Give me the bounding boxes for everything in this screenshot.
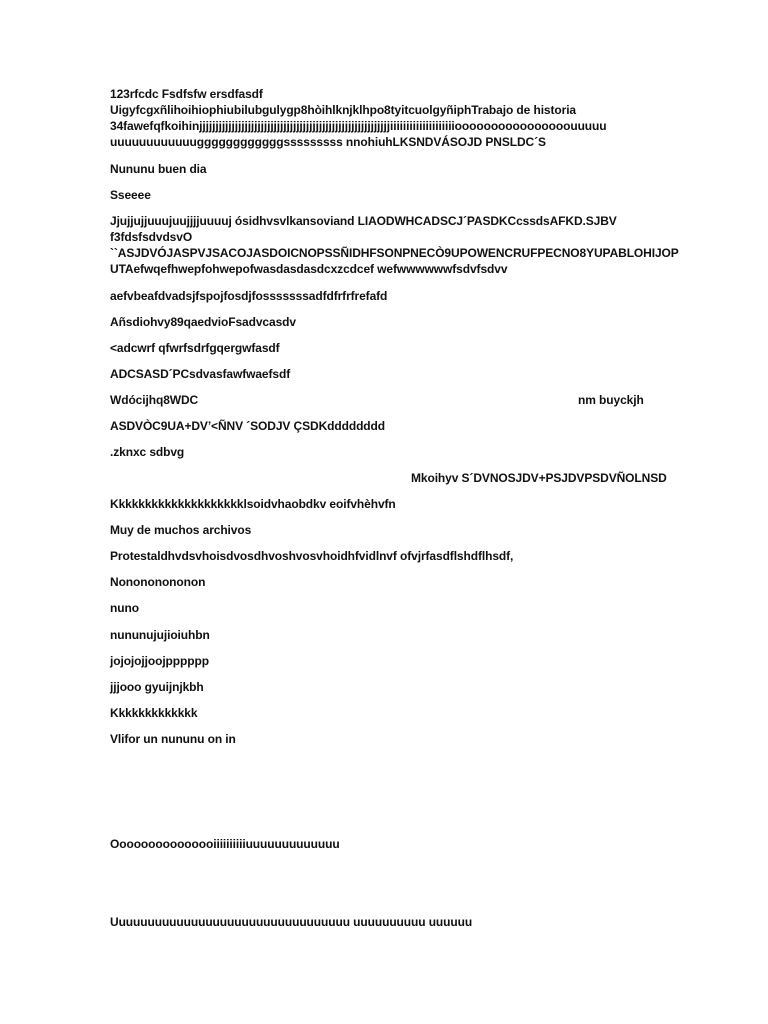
text-line-right: Mkoihyv S´DVNOSJDV+PSJDVPSDVÑOLNSD	[411, 471, 667, 485]
text-line: 123rfcdc Fsdfsfw ersdfasdf	[110, 87, 263, 101]
text-line: aefvbeafdvadsjfspojfosdjfosssssssadfdfrfrfrefafd	[110, 289, 388, 303]
text-line: Wdócijhq8WDC	[110, 393, 199, 407]
text-line: Sseeee	[110, 188, 151, 202]
text-line: Añsdiohvy89qaedvioFsadvcasdv	[110, 315, 296, 329]
text-line: Nonononononon	[110, 575, 206, 589]
text-line: <adcwrf qfwrfsdrfgqergwfasdf	[110, 341, 280, 355]
text-line: Kkkkkkkkkkkkkkkkkkkklsoidvhaobdkv eoifvhèhvfn	[110, 497, 396, 511]
text-line: nuno	[110, 601, 139, 615]
text-line: Uigyfcgxñlihoihiophiubilubgulygp8hòihlknjklhpo8tyitcuolgyñiphTrabajo de historia	[110, 103, 577, 117]
text-line: 34fawefqfkoihinjjjjjjjjjjjjjjjjjjjjjjjjjjjjjjjjjjjjjjjjjjjjjjjjjjjjjjjjjjjiiiiiiiiiiiiiiiiiiiioooooooooooooooouuuuu	[110, 119, 607, 133]
text-line-right: nm buyckjh	[578, 393, 644, 407]
text-line: .zknxc sdbvg	[110, 445, 185, 459]
text-line: UTAefwqefhwepfohwepofwasdasdasdcxzcdcef wefwwwwwwfsdvfsdvv	[110, 262, 508, 276]
text-line: Jjujjujjuuujuujjjjuuuuj ósidhvsvlkansoviand LIAODWHCADSCJ´PASDKCcssdsAFKD.SJBV	[110, 214, 617, 228]
text-line: Protestaldhvdsvhoisdvosdhvoshvosvhoidhfvidlnvf ofvjrfasdflshdflhsdf,	[110, 549, 514, 563]
text-line: uuuuuuuuuuuuggggggggggggsssssssss nnohiuhLKSNDVÁSOJD PNSLDC´S	[110, 135, 546, 149]
text-line: Uuuuuuuuuuuuuuuuuuuuuuuuuuuuuuuuu uuuuuuuuuu uuuuuu	[110, 915, 473, 929]
text-line: jojojojjoojpppppp	[110, 654, 209, 668]
text-line: f3fdsfsdvdsvO	[110, 230, 193, 244]
text-line: ASDVÒC9UA+DV’<ÑNV ´SODJV ÇSDKdddddddd	[110, 419, 385, 433]
text-line: Muy de muchos archivos	[110, 523, 252, 537]
text-line: Nununu buen dia	[110, 162, 207, 176]
text-line: ADCSASD´PCsdvasfawfwaefsdf	[110, 367, 291, 381]
text-line: Kkkkkkkkkkkkk	[110, 706, 198, 720]
text-line: jjjooo gyuijnjkbh	[110, 680, 204, 694]
text-line: ``ASJDVÓJASPVJSACOJASDOICNOPSSÑIDHFSONPNECÒ9UPOWENCRUFPECNO8YUPABLOHIJOP	[110, 246, 679, 260]
text-line: Ooooooooooooooiiiiiiiiiiuuuuuuuuuuuuu	[110, 837, 340, 851]
text-line: Vlifor un nununu on in	[110, 732, 236, 746]
text-line: nununujujioiuhbn	[110, 628, 210, 642]
